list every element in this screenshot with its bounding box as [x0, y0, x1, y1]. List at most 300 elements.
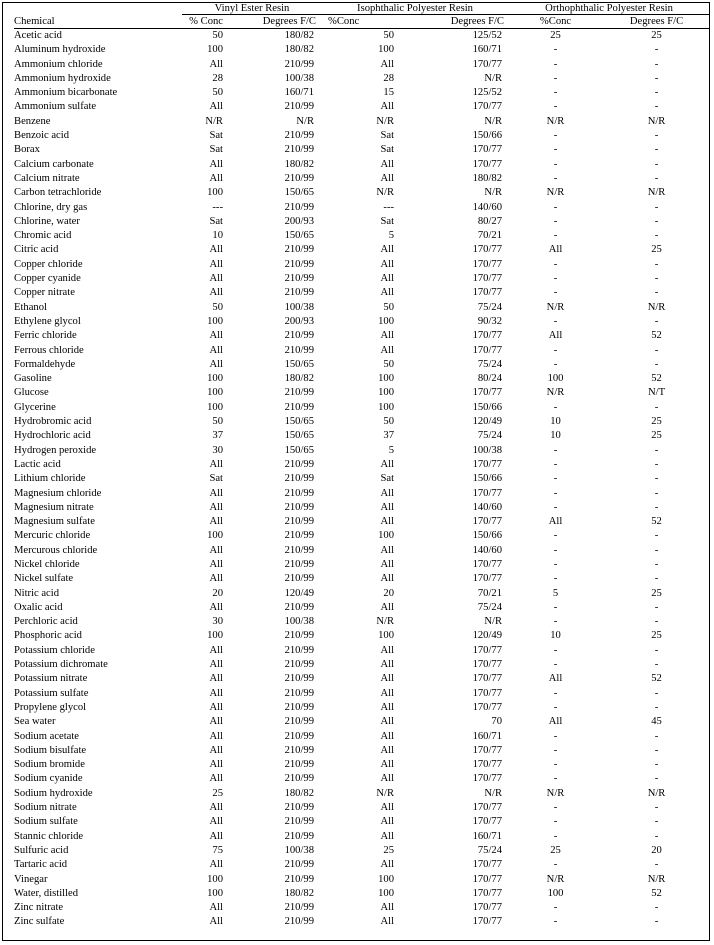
cell-iso-conc: All — [380, 487, 395, 499]
cell-chemical: Calcium nitrate — [14, 172, 80, 184]
cell-iso-degrees: 150/66 — [472, 401, 503, 413]
table-row — [14, 744, 710, 758]
cell-vinyl-conc: All — [209, 744, 223, 756]
cell-chemical: Mercurous chloride — [14, 544, 98, 556]
cell-iso-conc: 50 — [383, 358, 395, 370]
cell-vinyl-conc: All — [209, 344, 223, 356]
cell-chemical: Perchloric acid — [14, 616, 78, 628]
cell-iso-degrees: 100/38 — [472, 444, 503, 456]
cell-vinyl-degrees: 210/99 — [284, 273, 315, 285]
cell-iso-conc: 5 — [388, 444, 395, 456]
cell-iso-conc: All — [380, 730, 395, 742]
cell-chemical: Zinc sulfate — [14, 916, 65, 928]
cell-iso-conc: Sat — [380, 130, 395, 142]
cell-vinyl-degrees: 210/99 — [284, 501, 315, 513]
cell-vinyl-degrees: 210/99 — [284, 172, 315, 184]
cell-vinyl-degrees: 150/65 — [284, 230, 315, 242]
table-row — [14, 901, 710, 915]
table-row — [14, 830, 710, 844]
cell-ortho-conc: - — [553, 759, 558, 771]
cell-iso-degrees: 80/27 — [477, 215, 503, 227]
cell-vinyl-conc: All — [209, 101, 223, 113]
table-row — [14, 229, 710, 243]
cell-chemical: Glucose — [14, 387, 49, 399]
cell-chemical: Chlorine, water — [14, 215, 80, 227]
cell-iso-degrees: 170/77 — [472, 673, 503, 685]
cell-ortho-conc: - — [553, 258, 558, 270]
cell-vinyl-conc: All — [209, 659, 223, 671]
table-row — [14, 158, 710, 172]
cell-vinyl-degrees: 100/38 — [284, 301, 315, 313]
table-row — [14, 758, 710, 772]
cell-ortho-conc: - — [553, 802, 558, 814]
table-row — [14, 415, 710, 429]
cell-vinyl-degrees: 210/99 — [284, 101, 315, 113]
table-row — [14, 72, 710, 86]
cell-vinyl-conc: All — [209, 487, 223, 499]
cell-ortho-conc: - — [553, 315, 558, 327]
cell-vinyl-conc: 50 — [212, 30, 223, 41]
cell-ortho-degrees: N/R — [647, 115, 666, 127]
cell-ortho-degrees: - — [654, 501, 659, 513]
cell-ortho-degrees: - — [654, 344, 659, 356]
table-row — [14, 644, 710, 658]
cell-iso-degrees: 140/60 — [472, 544, 503, 556]
cell-ortho-conc: - — [553, 172, 558, 184]
cell-iso-degrees: 75/24 — [477, 430, 503, 442]
cell-vinyl-degrees: 210/99 — [284, 816, 315, 828]
table-row — [14, 715, 710, 729]
cell-chemical: Tartaric acid — [14, 859, 68, 871]
table-row — [14, 672, 710, 686]
cell-ortho-degrees: N/R — [647, 187, 666, 199]
cell-iso-degrees: 170/77 — [472, 573, 503, 585]
cell-ortho-degrees: N/T — [647, 387, 666, 399]
cell-ortho-degrees: - — [654, 601, 659, 613]
cell-vinyl-conc: 100 — [207, 44, 223, 56]
cell-iso-conc: All — [380, 759, 395, 771]
cell-iso-conc: All — [380, 830, 395, 842]
cell-chemical: Hydrobromic acid — [14, 416, 92, 428]
cell-ortho-degrees: - — [654, 158, 659, 170]
cell-ortho-conc: All — [548, 330, 563, 342]
cell-ortho-conc: - — [553, 659, 558, 671]
cell-iso-degrees: 140/60 — [472, 201, 503, 213]
cell-ortho-degrees: - — [654, 902, 659, 914]
cell-ortho-degrees: - — [654, 401, 659, 413]
table-row — [14, 815, 710, 829]
cell-vinyl-conc: All — [209, 773, 223, 785]
cell-ortho-conc: - — [553, 230, 558, 242]
cell-ortho-degrees: 25 — [651, 587, 662, 599]
table-row — [14, 858, 710, 872]
cell-chemical: Potassium chloride — [14, 644, 95, 656]
cell-iso-degrees: 125/52 — [472, 30, 503, 41]
cell-vinyl-degrees: 210/99 — [284, 473, 315, 485]
cell-ortho-degrees: - — [654, 87, 659, 99]
cell-iso-conc: All — [380, 458, 395, 470]
cell-iso-conc: 20 — [383, 587, 395, 599]
cell-iso-degrees: 170/77 — [472, 144, 503, 156]
cell-iso-degrees: 180/82 — [472, 172, 503, 184]
cell-iso-degrees: 170/77 — [472, 101, 503, 113]
cell-iso-degrees: N/R — [484, 115, 503, 127]
cell-vinyl-conc: 50 — [212, 87, 223, 99]
cell-ortho-conc: 100 — [547, 887, 564, 899]
table-row — [14, 801, 710, 815]
cell-chemical: Citric acid — [14, 244, 59, 256]
cell-iso-conc: All — [380, 330, 395, 342]
cell-iso-degrees: 75/24 — [477, 301, 503, 313]
cell-iso-degrees: 75/24 — [477, 601, 503, 613]
cell-vinyl-degrees: 180/82 — [284, 44, 315, 56]
cell-vinyl-conc: --- — [212, 201, 223, 213]
table-row — [14, 86, 710, 100]
table-row — [14, 629, 710, 643]
table-row — [14, 272, 710, 286]
cell-ortho-degrees: - — [654, 315, 659, 327]
cell-iso-degrees: 75/24 — [477, 358, 503, 370]
cell-vinyl-conc: 30 — [212, 444, 223, 456]
cell-chemical: Sodium cyanide — [14, 773, 83, 785]
cell-ortho-conc: - — [553, 902, 558, 914]
cell-ortho-conc: - — [553, 87, 558, 99]
cell-vinyl-conc: N/R — [205, 115, 223, 127]
cell-ortho-conc: - — [553, 859, 558, 871]
cell-iso-conc: 100 — [378, 530, 395, 542]
cell-vinyl-conc: 100 — [207, 887, 223, 899]
cell-vinyl-conc: All — [209, 816, 223, 828]
table-row — [14, 301, 710, 315]
cell-vinyl-conc: All — [209, 730, 223, 742]
cell-iso-degrees: 170/77 — [472, 873, 503, 885]
table-row — [14, 401, 710, 415]
cell-vinyl-conc: 100 — [207, 873, 223, 885]
cell-ortho-conc: 10 — [550, 430, 561, 442]
cell-iso-degrees: 70/21 — [477, 230, 503, 242]
cell-chemical: Propylene glycol — [14, 701, 87, 713]
cell-iso-degrees: 75/24 — [477, 844, 503, 856]
cell-ortho-degrees: - — [654, 616, 659, 628]
cell-vinyl-degrees: 210/99 — [284, 630, 315, 642]
cell-iso-conc: All — [380, 644, 395, 656]
cell-vinyl-conc: Sat — [209, 473, 223, 485]
table-row — [14, 100, 710, 114]
group-header-row — [14, 3, 710, 15]
header-vinyl-conc: % Conc — [182, 15, 227, 29]
table-row — [14, 472, 710, 486]
cell-chemical: Ethylene glycol — [14, 315, 81, 327]
cell-ortho-conc: - — [553, 616, 558, 628]
cell-chemical: Mercuric chloride — [14, 530, 91, 542]
cell-chemical: Ethanol — [14, 301, 47, 313]
cell-chemical: Sea water — [14, 716, 56, 728]
table-row — [14, 601, 710, 615]
cell-ortho-degrees: N/R — [647, 301, 666, 313]
cell-ortho-degrees: - — [654, 701, 659, 713]
cell-vinyl-degrees: 180/82 — [284, 30, 315, 41]
cell-ortho-conc: - — [553, 287, 558, 299]
table-row — [14, 172, 710, 186]
cell-chemical: Sodium bromide — [14, 759, 85, 771]
cell-chemical: Sodium sulfate — [14, 816, 78, 828]
cell-iso-conc: 100 — [378, 873, 395, 885]
cell-ortho-degrees: - — [654, 287, 659, 299]
table-row — [14, 458, 710, 472]
cell-ortho-degrees: - — [654, 859, 659, 871]
cell-vinyl-degrees: 210/99 — [284, 58, 315, 70]
cell-vinyl-degrees: 210/99 — [284, 573, 315, 585]
cell-iso-conc: All — [380, 902, 395, 914]
cell-iso-conc: All — [380, 659, 395, 671]
cell-ortho-conc: All — [548, 716, 563, 728]
cell-iso-conc: Sat — [380, 473, 395, 485]
cell-ortho-conc: - — [553, 444, 558, 456]
cell-iso-conc: All — [380, 172, 395, 184]
cell-iso-conc: 100 — [378, 373, 395, 385]
cell-vinyl-conc: All — [209, 501, 223, 513]
cell-iso-degrees: 160/71 — [472, 44, 503, 56]
cell-chemical: Magnesium chloride — [14, 487, 102, 499]
cell-vinyl-degrees: 150/65 — [284, 444, 315, 456]
cell-vinyl-conc: 20 — [212, 587, 223, 599]
cell-ortho-degrees: - — [654, 759, 659, 771]
table-row — [14, 915, 710, 929]
cell-chemical: Sodium acetate — [14, 730, 80, 742]
cell-vinyl-degrees: 210/99 — [284, 344, 315, 356]
cell-iso-conc: 50 — [383, 416, 395, 428]
cell-ortho-conc: - — [553, 458, 558, 470]
cell-chemical: Benzene — [14, 115, 51, 127]
cell-vinyl-conc: 75 — [212, 844, 223, 856]
cell-ortho-degrees: - — [654, 172, 659, 184]
cell-chemical: Vinegar — [14, 873, 48, 885]
table-row — [14, 572, 710, 586]
cell-vinyl-conc: All — [209, 516, 223, 528]
cell-iso-degrees: 170/77 — [472, 773, 503, 785]
cell-vinyl-degrees: 150/65 — [284, 187, 315, 199]
cell-chemical: Water, distilled — [14, 887, 79, 899]
cell-iso-conc: N/R — [376, 187, 395, 199]
cell-iso-degrees: 170/77 — [472, 644, 503, 656]
cell-vinyl-degrees: 160/71 — [284, 87, 315, 99]
table-row — [14, 444, 710, 458]
cell-chemical: Lactic acid — [14, 458, 61, 470]
table-row — [14, 143, 710, 157]
cell-iso-degrees: 170/77 — [472, 458, 503, 470]
cell-chemical: Stannic chloride — [14, 830, 84, 842]
table-row — [14, 58, 710, 72]
cell-ortho-degrees: 25 — [651, 430, 662, 442]
cell-chemical: Potassium nitrate — [14, 673, 88, 685]
cell-ortho-conc: N/R — [546, 387, 565, 399]
cell-vinyl-conc: 25 — [212, 787, 223, 799]
cell-vinyl-degrees: 210/99 — [284, 516, 315, 528]
table-row — [14, 487, 710, 501]
cell-chemical: Formaldehyde — [14, 358, 76, 370]
cell-iso-conc: 37 — [383, 430, 395, 442]
cell-iso-conc: 25 — [383, 844, 395, 856]
cell-iso-degrees: 170/77 — [472, 330, 503, 342]
cell-ortho-degrees: - — [654, 144, 659, 156]
cell-ortho-degrees: - — [654, 830, 659, 842]
header-chemical: Chemical — [14, 15, 182, 29]
cell-iso-degrees: 120/49 — [472, 630, 503, 642]
cell-chemical: Sulfuric acid — [14, 844, 69, 856]
cell-vinyl-conc: 37 — [212, 430, 223, 442]
cell-ortho-conc: - — [553, 72, 558, 84]
cell-vinyl-degrees: 150/65 — [284, 358, 315, 370]
cell-vinyl-conc: All — [209, 830, 223, 842]
cell-vinyl-degrees: 210/99 — [284, 387, 315, 399]
cell-ortho-conc: - — [553, 501, 558, 513]
cell-ortho-degrees: 25 — [651, 30, 662, 41]
cell-iso-degrees: 170/77 — [472, 701, 503, 713]
cell-ortho-degrees: 52 — [651, 887, 662, 899]
cell-vinyl-conc: 100 — [207, 630, 223, 642]
cell-vinyl-degrees: 100/38 — [284, 844, 315, 856]
cell-ortho-conc: - — [553, 544, 558, 556]
cell-vinyl-conc: All — [209, 687, 223, 699]
cell-vinyl-conc: 100 — [207, 387, 223, 399]
table-row — [14, 687, 710, 701]
table-row — [14, 201, 710, 215]
cell-ortho-degrees: 20 — [651, 844, 662, 856]
cell-vinyl-degrees: 210/99 — [284, 802, 315, 814]
cell-vinyl-degrees: 210/99 — [284, 773, 315, 785]
cell-vinyl-degrees: 210/99 — [284, 544, 315, 556]
cell-iso-conc: All — [380, 287, 395, 299]
cell-ortho-degrees: 52 — [651, 373, 662, 385]
cell-iso-degrees: 70/21 — [477, 587, 503, 599]
table-row — [14, 887, 710, 901]
cell-ortho-conc: All — [548, 673, 563, 685]
cell-iso-conc: Sat — [380, 215, 395, 227]
cell-ortho-conc: - — [553, 130, 558, 142]
cell-iso-conc: All — [380, 744, 395, 756]
cell-ortho-conc: 10 — [550, 416, 561, 428]
cell-iso-conc: --- — [383, 201, 395, 213]
cell-ortho-degrees: 45 — [651, 716, 662, 728]
cell-ortho-conc: - — [553, 916, 558, 928]
table-row — [14, 129, 710, 143]
table-row — [14, 544, 710, 558]
table-row — [14, 29, 710, 44]
cell-ortho-conc: - — [553, 830, 558, 842]
cell-chemical: Ammonium chloride — [14, 58, 103, 70]
cell-ortho-conc: - — [553, 273, 558, 285]
cell-iso-conc: All — [380, 273, 395, 285]
cell-iso-conc: 100 — [378, 44, 395, 56]
column-header-row — [14, 15, 710, 29]
cell-iso-conc: All — [380, 573, 395, 585]
cell-chemical: Hydrochloric acid — [14, 430, 91, 442]
cell-vinyl-degrees: 210/99 — [284, 902, 315, 914]
cell-ortho-conc: - — [553, 58, 558, 70]
cell-vinyl-conc: All — [209, 673, 223, 685]
cell-iso-conc: All — [380, 802, 395, 814]
cell-chemical: Chromic acid — [14, 230, 72, 242]
cell-vinyl-conc: 100 — [207, 530, 223, 542]
cell-vinyl-conc: 100 — [207, 187, 223, 199]
table-row — [14, 501, 710, 515]
cell-ortho-degrees: - — [654, 273, 659, 285]
cell-chemical: Copper chloride — [14, 258, 83, 270]
cell-chemical: Phosphoric acid — [14, 630, 82, 642]
cell-chemical: Zinc nitrate — [14, 902, 64, 914]
cell-ortho-conc: N/R — [546, 187, 565, 199]
table-row — [14, 529, 710, 543]
cell-iso-degrees: 170/77 — [472, 487, 503, 499]
header-vinyl-degrees: Degrees F/C — [227, 15, 322, 29]
cell-chemical: Copper nitrate — [14, 287, 75, 299]
cell-vinyl-degrees: 210/99 — [284, 244, 315, 256]
cell-iso-conc: N/R — [376, 115, 395, 127]
cell-iso-degrees: 160/71 — [472, 730, 503, 742]
table-row — [14, 43, 710, 57]
cell-vinyl-degrees: 210/99 — [284, 687, 315, 699]
cell-ortho-degrees: - — [654, 558, 659, 570]
cell-ortho-degrees: - — [654, 458, 659, 470]
cell-ortho-conc: - — [553, 701, 558, 713]
cell-vinyl-degrees: 150/65 — [284, 416, 315, 428]
cell-ortho-degrees: - — [654, 802, 659, 814]
cell-chemical: Ammonium sulfate — [14, 101, 97, 113]
table-row — [14, 372, 710, 386]
cell-ortho-degrees: - — [654, 444, 659, 456]
cell-ortho-conc: - — [553, 344, 558, 356]
cell-vinyl-degrees: 180/82 — [284, 787, 315, 799]
header-iso-degrees: Degrees F/C — [398, 15, 508, 29]
cell-chemical: Carbon tetrachloride — [14, 187, 102, 199]
cell-chemical: Glycerine — [14, 401, 56, 413]
cell-iso-degrees: 160/71 — [472, 830, 503, 842]
cell-iso-degrees: 90/32 — [477, 315, 503, 327]
cell-chemical: Potassium dichromate — [14, 659, 108, 671]
cell-iso-conc: 28 — [383, 72, 395, 84]
cell-iso-degrees: N/R — [484, 616, 503, 628]
table-row — [14, 787, 710, 801]
cell-vinyl-degrees: 210/99 — [284, 859, 315, 871]
cell-iso-degrees: 170/77 — [472, 759, 503, 771]
table-row — [14, 286, 710, 300]
cell-ortho-degrees: - — [654, 687, 659, 699]
cell-iso-degrees: 170/77 — [472, 258, 503, 270]
cell-iso-degrees: 150/66 — [472, 130, 503, 142]
cell-vinyl-conc: All — [209, 716, 223, 728]
cell-iso-degrees: 170/77 — [472, 158, 503, 170]
cell-ortho-conc: - — [553, 601, 558, 613]
cell-vinyl-conc: All — [209, 802, 223, 814]
cell-vinyl-degrees: 100/38 — [284, 72, 315, 84]
cell-chemical: Nitric acid — [14, 587, 60, 599]
cell-chemical: Nickel chloride — [14, 558, 80, 570]
cell-ortho-conc: 5 — [552, 587, 559, 599]
cell-ortho-conc: N/R — [546, 787, 565, 799]
cell-chemical: Copper cyanide — [14, 273, 81, 285]
cell-vinyl-degrees: 210/99 — [284, 144, 315, 156]
table-row — [14, 772, 710, 786]
cell-vinyl-degrees: 210/99 — [284, 201, 315, 213]
cell-vinyl-conc: All — [209, 273, 223, 285]
cell-vinyl-degrees: 210/99 — [284, 716, 315, 728]
cell-vinyl-conc: 50 — [212, 416, 223, 428]
cell-iso-conc: All — [380, 687, 395, 699]
table-row — [14, 844, 710, 858]
table-row — [14, 429, 710, 443]
cell-vinyl-conc: All — [209, 701, 223, 713]
cell-ortho-conc: 100 — [547, 373, 564, 385]
